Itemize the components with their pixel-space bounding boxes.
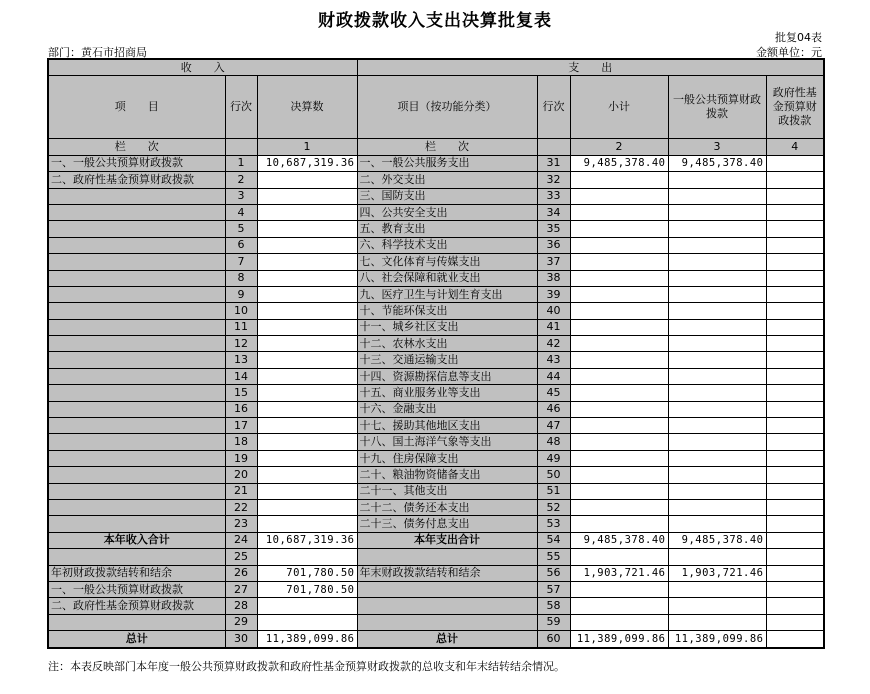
- expense-seq-cell: 47: [537, 418, 570, 434]
- income-amount-cell: [257, 549, 357, 565]
- expense-section-header: 支 出: [357, 59, 824, 76]
- expense-subtotal-cell: [570, 401, 668, 417]
- income-seq-cell: 1: [225, 155, 257, 171]
- expense-seq-cell: 52: [537, 499, 570, 515]
- income-seq-cell: 12: [225, 336, 257, 352]
- col-header-seq: 行次: [225, 76, 257, 139]
- col-number-3: 3: [668, 139, 766, 155]
- expense-seq-cell: 39: [537, 286, 570, 302]
- income-amount-cell: 11,389,099.86: [257, 631, 357, 648]
- expense-seq-cell: 45: [537, 385, 570, 401]
- expense-general-cell: [668, 237, 766, 253]
- expense-seq-cell: 59: [537, 614, 570, 630]
- expense-item-cell: 十六、金融支出: [357, 401, 537, 417]
- income-amount-cell: [257, 352, 357, 368]
- expense-fund-cell: [766, 434, 824, 450]
- table-row: [48, 450, 824, 466]
- income-item-cell: [48, 385, 225, 401]
- expense-item-cell: 四、公共安全支出: [357, 204, 537, 220]
- income-item-cell: [48, 434, 225, 450]
- table-row: [48, 204, 824, 220]
- income-seq-cell: 5: [225, 221, 257, 237]
- income-item-cell: 一、一般公共预算财政拨款: [48, 155, 225, 171]
- expense-item-cell: 八、社会保障和就业支出: [357, 270, 537, 286]
- finance-report-table: [47, 58, 825, 649]
- expense-subtotal-cell: [570, 483, 668, 499]
- table-row: [48, 434, 824, 450]
- expense-fund-cell: [766, 286, 824, 302]
- expense-subtotal-cell: [570, 286, 668, 302]
- expense-fund-cell: [766, 270, 824, 286]
- income-item-cell: 本年收入合计: [48, 532, 225, 548]
- expense-seq-cell: 54: [537, 532, 570, 548]
- table-row: [48, 483, 824, 499]
- income-item-cell: [48, 499, 225, 515]
- expense-item-cell: 十八、国土海洋气象等支出: [357, 434, 537, 450]
- expense-general-cell: 11,389,099.86: [668, 631, 766, 648]
- income-amount-cell: [257, 204, 357, 220]
- expense-seq-cell: 60: [537, 631, 570, 648]
- income-amount-cell: [257, 368, 357, 384]
- expense-seq-cell: 35: [537, 221, 570, 237]
- income-item-cell: [48, 237, 225, 253]
- table-row: [48, 368, 824, 384]
- expense-item-cell: 十九、住房保障支出: [357, 450, 537, 466]
- expense-fund-cell: [766, 352, 824, 368]
- col-header-subtotal: 小计: [570, 76, 668, 139]
- income-seq-cell: 20: [225, 467, 257, 483]
- income-amount-cell: [257, 450, 357, 466]
- expense-seq-cell: 42: [537, 336, 570, 352]
- income-seq-cell: 14: [225, 368, 257, 384]
- income-seq-cell: 22: [225, 499, 257, 515]
- expense-general-cell: [668, 418, 766, 434]
- col-header-fund-budget: 政府性基金预算财政拨款: [766, 76, 824, 139]
- table-row: [48, 270, 824, 286]
- expense-fund-cell: [766, 467, 824, 483]
- income-amount-cell: [257, 434, 357, 450]
- table-row: [48, 254, 824, 270]
- income-amount-cell: [257, 614, 357, 630]
- expense-item-cell: 总计: [357, 631, 537, 648]
- income-amount-cell: [257, 237, 357, 253]
- col-header-item-func: 项目（按功能分类）: [357, 76, 537, 139]
- expense-general-cell: [668, 450, 766, 466]
- income-item-cell: [48, 450, 225, 466]
- income-seq-cell: 24: [225, 532, 257, 548]
- expense-seq-cell: 32: [537, 172, 570, 188]
- expense-fund-cell: [766, 483, 824, 499]
- expense-general-cell: [668, 467, 766, 483]
- income-amount-cell: [257, 401, 357, 417]
- expense-subtotal-cell: [570, 516, 668, 532]
- income-item-cell: [48, 303, 225, 319]
- expense-fund-cell: [766, 565, 824, 581]
- income-item-cell: [48, 483, 225, 499]
- income-seq-cell: 11: [225, 319, 257, 335]
- table-row: [48, 221, 824, 237]
- expense-item-cell: [357, 598, 537, 614]
- income-item-cell: 年初财政拨款结转和结余: [48, 565, 225, 581]
- expense-subtotal-cell: [570, 172, 668, 188]
- income-item-cell: [48, 270, 225, 286]
- income-seq-cell: 13: [225, 352, 257, 368]
- table-row: [48, 516, 824, 532]
- expense-subtotal-cell: [570, 270, 668, 286]
- income-amount-cell: 10,687,319.36: [257, 155, 357, 171]
- income-item-cell: [48, 368, 225, 384]
- income-seq-cell: 8: [225, 270, 257, 286]
- expense-general-cell: [668, 188, 766, 204]
- expense-item-cell: 九、医疗卫生与计划生育支出: [357, 286, 537, 302]
- expense-fund-cell: [766, 385, 824, 401]
- report-title: 财政拨款收入支出决算批复表: [318, 11, 552, 31]
- col-number-1: 1: [257, 139, 357, 155]
- expense-seq-cell: 46: [537, 401, 570, 417]
- expense-seq-cell: 43: [537, 352, 570, 368]
- income-item-cell: [48, 254, 225, 270]
- table-row: [48, 467, 824, 483]
- expense-item-cell: 二十二、债务还本支出: [357, 499, 537, 515]
- table-row: [48, 336, 824, 352]
- income-item-cell: [48, 516, 225, 532]
- header-row-columns: [48, 76, 824, 139]
- expense-fund-cell: [766, 418, 824, 434]
- expense-seq-cell: 40: [537, 303, 570, 319]
- expense-seq-cell: 44: [537, 368, 570, 384]
- expense-subtotal-cell: [570, 450, 668, 466]
- income-seq-cell: 25: [225, 549, 257, 565]
- expense-general-cell: 9,485,378.40: [668, 532, 766, 548]
- income-item-cell: 二、政府性基金预算财政拨款: [48, 598, 225, 614]
- expense-subtotal-cell: [570, 237, 668, 253]
- expense-item-cell: 十四、资源勘探信息等支出: [357, 368, 537, 384]
- table-row: [48, 319, 824, 335]
- table-row: [48, 172, 824, 188]
- expense-general-cell: [668, 270, 766, 286]
- table-row: [48, 581, 824, 597]
- expense-subtotal-cell: 9,485,378.40: [570, 532, 668, 548]
- income-seq-cell: 7: [225, 254, 257, 270]
- expense-fund-cell: [766, 188, 824, 204]
- expense-general-cell: [668, 254, 766, 270]
- expense-seq-cell: 49: [537, 450, 570, 466]
- expense-item-cell: 十、节能环保支出: [357, 303, 537, 319]
- expense-subtotal-cell: 1,903,721.46: [570, 565, 668, 581]
- expense-subtotal-cell: [570, 418, 668, 434]
- expense-seq-cell: 51: [537, 483, 570, 499]
- expense-seq-cell: 36: [537, 237, 570, 253]
- expense-item-cell: 六、科学技术支出: [357, 237, 537, 253]
- income-seq-cell: 29: [225, 614, 257, 630]
- expense-subtotal-cell: [570, 434, 668, 450]
- income-item-cell: [48, 188, 225, 204]
- expense-subtotal-cell: [570, 499, 668, 515]
- income-seq-cell: 10: [225, 303, 257, 319]
- income-item-cell: [48, 467, 225, 483]
- income-amount-cell: 10,687,319.36: [257, 532, 357, 548]
- table-row: [48, 385, 824, 401]
- income-section-header: 收 入: [48, 59, 357, 76]
- expense-item-cell: 二、外交支出: [357, 172, 537, 188]
- expense-subtotal-cell: [570, 549, 668, 565]
- income-seq-cell: 4: [225, 204, 257, 220]
- expense-seq-cell: 55: [537, 549, 570, 565]
- expense-item-cell: [357, 614, 537, 630]
- income-amount-cell: [257, 188, 357, 204]
- income-item-cell: [48, 319, 225, 335]
- expense-item-cell: 二十三、债务付息支出: [357, 516, 537, 532]
- expense-subtotal-cell: [570, 254, 668, 270]
- expense-general-cell: [668, 434, 766, 450]
- expense-seq-cell: 38: [537, 270, 570, 286]
- expense-subtotal-cell: [570, 581, 668, 597]
- expense-general-cell: [668, 385, 766, 401]
- expense-general-cell: [668, 303, 766, 319]
- income-amount-cell: [257, 270, 357, 286]
- income-item-cell: [48, 286, 225, 302]
- expense-item-cell: [357, 549, 537, 565]
- expense-general-cell: [668, 172, 766, 188]
- expense-seq-cell: 34: [537, 204, 570, 220]
- expense-general-cell: [668, 483, 766, 499]
- income-item-cell: [48, 401, 225, 417]
- expense-fund-cell: [766, 155, 824, 171]
- income-amount-cell: [257, 467, 357, 483]
- expense-general-cell: [668, 204, 766, 220]
- header-row-sections: [48, 59, 824, 76]
- expense-fund-cell: [766, 549, 824, 565]
- expense-subtotal-cell: [570, 204, 668, 220]
- col-label-expense: 栏 次: [357, 139, 537, 155]
- income-amount-cell: 701,780.50: [257, 565, 357, 581]
- expense-item-cell: [357, 581, 537, 597]
- expense-fund-cell: [766, 319, 824, 335]
- department-label: 部门：黄石市招商局: [48, 46, 147, 59]
- expense-item-cell: 十七、援助其他地区支出: [357, 418, 537, 434]
- expense-general-cell: [668, 598, 766, 614]
- expense-fund-cell: [766, 221, 824, 237]
- expense-subtotal-cell: [570, 319, 668, 335]
- table-row: [48, 614, 824, 630]
- income-amount-cell: [257, 385, 357, 401]
- col-number-blank: [225, 139, 257, 155]
- expense-seq-cell: 37: [537, 254, 570, 270]
- expense-item-cell: 十五、商业服务业等支出: [357, 385, 537, 401]
- col-label-income: 栏 次: [48, 139, 225, 155]
- expense-item-cell: 二十、粮油物资储备支出: [357, 467, 537, 483]
- expense-seq-cell: 57: [537, 581, 570, 597]
- income-seq-cell: 27: [225, 581, 257, 597]
- col-header-seq2: 行次: [537, 76, 570, 139]
- expense-fund-cell: [766, 254, 824, 270]
- col-number-blank: [537, 139, 570, 155]
- expense-seq-cell: 56: [537, 565, 570, 581]
- table-row: [48, 565, 824, 581]
- income-amount-cell: [257, 499, 357, 515]
- expense-general-cell: [668, 319, 766, 335]
- expense-seq-cell: 31: [537, 155, 570, 171]
- footnote: 注：本表反映部门本年度一般公共预算财政拨款和政府性基金预算财政拨款的总收支和年末结转结余情况。: [48, 660, 565, 673]
- income-seq-cell: 15: [225, 385, 257, 401]
- income-seq-cell: 2: [225, 172, 257, 188]
- income-amount-cell: [257, 516, 357, 532]
- table-row: [48, 352, 824, 368]
- income-amount-cell: [257, 172, 357, 188]
- expense-item-cell: 三、国防支出: [357, 188, 537, 204]
- expense-seq-cell: 50: [537, 467, 570, 483]
- income-seq-cell: 17: [225, 418, 257, 434]
- income-amount-cell: [257, 286, 357, 302]
- expense-subtotal-cell: [570, 352, 668, 368]
- income-amount-cell: [257, 221, 357, 237]
- expense-general-cell: [668, 516, 766, 532]
- expense-subtotal-cell: [570, 303, 668, 319]
- income-amount-cell: [257, 418, 357, 434]
- form-code: 批复04表: [775, 31, 822, 44]
- col-number-4: 4: [766, 139, 824, 155]
- table-row: [48, 155, 824, 171]
- expense-seq-cell: 33: [537, 188, 570, 204]
- income-seq-cell: 26: [225, 565, 257, 581]
- income-seq-cell: 19: [225, 450, 257, 466]
- expense-fund-cell: [766, 336, 824, 352]
- income-item-cell: 总计: [48, 631, 225, 648]
- expense-subtotal-cell: [570, 221, 668, 237]
- income-seq-cell: 18: [225, 434, 257, 450]
- table-row: [48, 303, 824, 319]
- col-header-item: 项 目: [48, 76, 225, 139]
- expense-general-cell: 1,903,721.46: [668, 565, 766, 581]
- income-item-cell: [48, 549, 225, 565]
- expense-subtotal-cell: 11,389,099.86: [570, 631, 668, 648]
- expense-item-cell: 十三、交通运输支出: [357, 352, 537, 368]
- income-seq-cell: 30: [225, 631, 257, 648]
- table-row: [48, 188, 824, 204]
- income-seq-cell: 9: [225, 286, 257, 302]
- expense-seq-cell: 41: [537, 319, 570, 335]
- expense-subtotal-cell: [570, 614, 668, 630]
- expense-subtotal-cell: [570, 598, 668, 614]
- expense-subtotal-cell: [570, 467, 668, 483]
- income-seq-cell: 3: [225, 188, 257, 204]
- income-item-cell: [48, 221, 225, 237]
- income-item-cell: 一、一般公共预算财政拨款: [48, 581, 225, 597]
- expense-subtotal-cell: [570, 368, 668, 384]
- expense-item-cell: 年末财政拨款结转和结余: [357, 565, 537, 581]
- expense-item-cell: 十一、城乡社区支出: [357, 319, 537, 335]
- expense-fund-cell: [766, 368, 824, 384]
- table-row: [48, 401, 824, 417]
- expense-fund-cell: [766, 631, 824, 648]
- income-amount-cell: [257, 598, 357, 614]
- expense-fund-cell: [766, 516, 824, 532]
- expense-general-cell: [668, 614, 766, 630]
- expense-fund-cell: [766, 303, 824, 319]
- expense-general-cell: [668, 336, 766, 352]
- income-amount-cell: [257, 303, 357, 319]
- col-header-amount: 决算数: [257, 76, 357, 139]
- amount-unit-label: 金额单位：元: [756, 46, 822, 59]
- expense-subtotal-cell: [570, 188, 668, 204]
- expense-general-cell: [668, 499, 766, 515]
- expense-general-cell: [668, 221, 766, 237]
- expense-fund-cell: [766, 237, 824, 253]
- expense-fund-cell: [766, 598, 824, 614]
- income-amount-cell: 701,780.50: [257, 581, 357, 597]
- income-amount-cell: [257, 336, 357, 352]
- table-row: [48, 631, 824, 648]
- expense-item-cell: 二十一、其他支出: [357, 483, 537, 499]
- table-row: [48, 237, 824, 253]
- expense-general-cell: [668, 581, 766, 597]
- income-seq-cell: 21: [225, 483, 257, 499]
- expense-subtotal-cell: [570, 385, 668, 401]
- expense-fund-cell: [766, 581, 824, 597]
- expense-fund-cell: [766, 532, 824, 548]
- expense-general-cell: [668, 401, 766, 417]
- table-row: [48, 286, 824, 302]
- expense-item-cell: 七、文化体育与传媒支出: [357, 254, 537, 270]
- table-row: [48, 532, 824, 548]
- expense-fund-cell: [766, 499, 824, 515]
- expense-fund-cell: [766, 204, 824, 220]
- table-row: [48, 549, 824, 565]
- income-item-cell: [48, 418, 225, 434]
- expense-item-cell: 五、教育支出: [357, 221, 537, 237]
- expense-fund-cell: [766, 401, 824, 417]
- income-item-cell: [48, 352, 225, 368]
- income-seq-cell: 28: [225, 598, 257, 614]
- expense-seq-cell: 58: [537, 598, 570, 614]
- table-row: [48, 418, 824, 434]
- expense-general-cell: 9,485,378.40: [668, 155, 766, 171]
- income-item-cell: [48, 204, 225, 220]
- income-seq-cell: 16: [225, 401, 257, 417]
- income-amount-cell: [257, 254, 357, 270]
- expense-general-cell: [668, 549, 766, 565]
- income-item-cell: [48, 336, 225, 352]
- expense-seq-cell: 53: [537, 516, 570, 532]
- expense-general-cell: [668, 368, 766, 384]
- header-row-col-numbers: [48, 139, 824, 155]
- income-seq-cell: 23: [225, 516, 257, 532]
- income-seq-cell: 6: [225, 237, 257, 253]
- expense-subtotal-cell: 9,485,378.40: [570, 155, 668, 171]
- expense-item-cell: 十二、农林水支出: [357, 336, 537, 352]
- expense-fund-cell: [766, 614, 824, 630]
- col-number-2: 2: [570, 139, 668, 155]
- expense-fund-cell: [766, 450, 824, 466]
- income-amount-cell: [257, 483, 357, 499]
- expense-item-cell: 本年支出合计: [357, 532, 537, 548]
- expense-item-cell: 一、一般公共服务支出: [357, 155, 537, 171]
- table-row: [48, 499, 824, 515]
- expense-general-cell: [668, 286, 766, 302]
- expense-general-cell: [668, 352, 766, 368]
- table-row: [48, 598, 824, 614]
- expense-fund-cell: [766, 172, 824, 188]
- expense-subtotal-cell: [570, 336, 668, 352]
- col-header-general-budget: 一般公共预算财政拨款: [668, 76, 766, 139]
- expense-seq-cell: 48: [537, 434, 570, 450]
- income-amount-cell: [257, 319, 357, 335]
- income-item-cell: 二、政府性基金预算财政拨款: [48, 172, 225, 188]
- income-item-cell: [48, 614, 225, 630]
